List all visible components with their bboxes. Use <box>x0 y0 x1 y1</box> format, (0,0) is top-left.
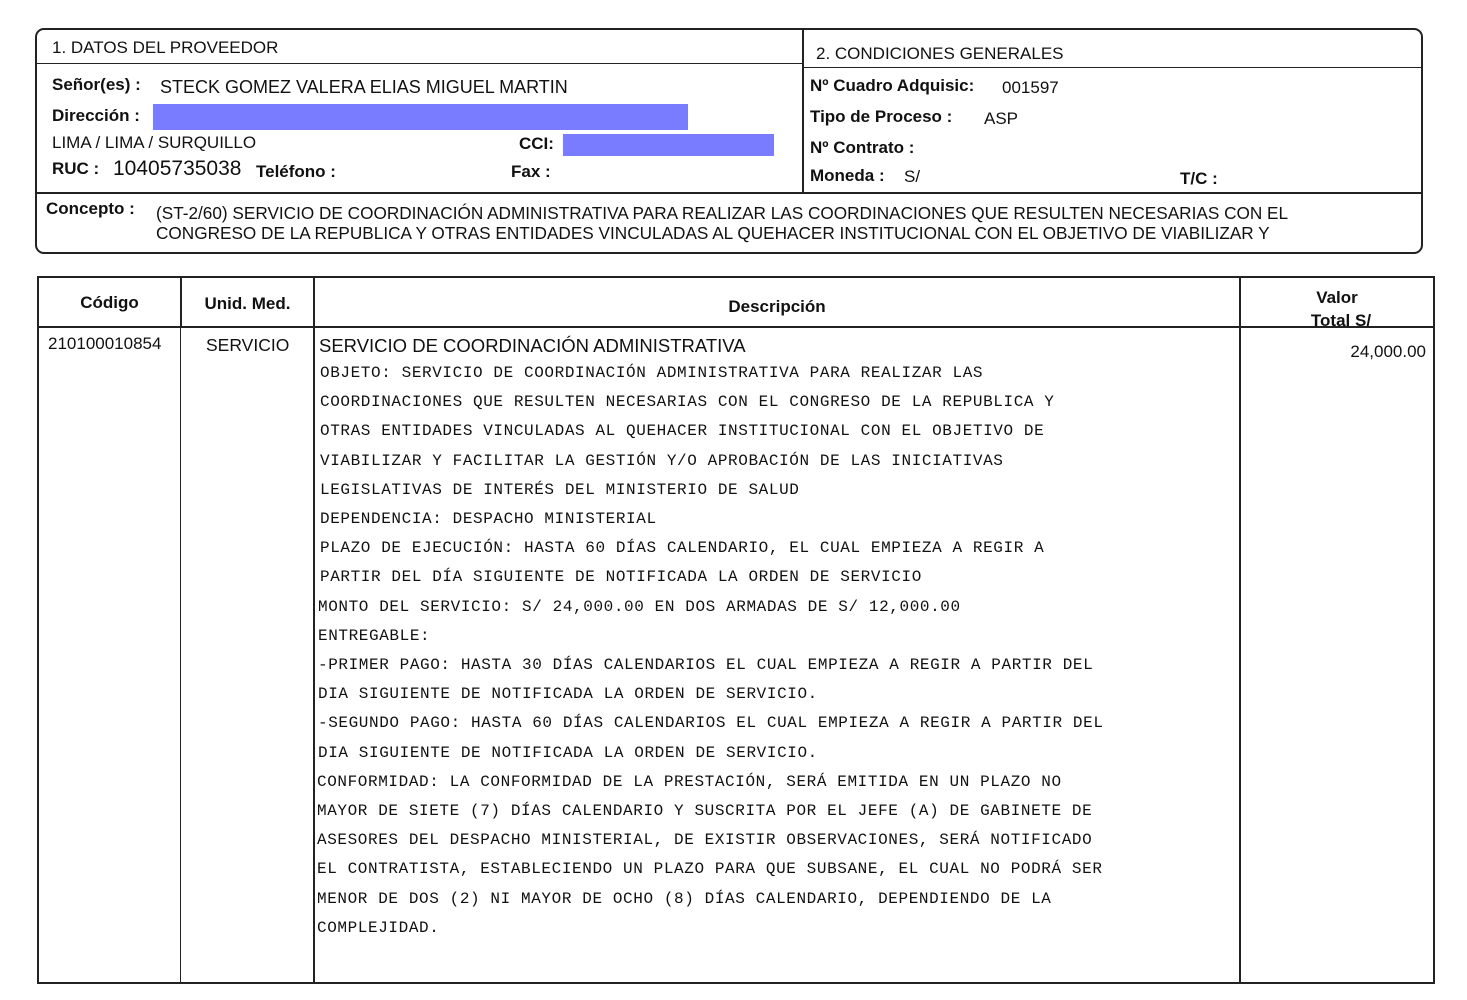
description-line: -SEGUNDO PAGO: HASTA 60 DÍAS CALENDARIOS EL CUAL EMPIEZA A REGIR A PARTIR DEL <box>318 714 1104 733</box>
description-line: DEPENDENCIA: DESPACHO MINISTERIAL <box>320 510 657 528</box>
cuadro-value: 001597 <box>1002 78 1059 97</box>
row-title: SERVICIO DE COORDINACIÓN ADMINISTRATIVA <box>319 335 746 356</box>
fax-label: Fax : <box>511 162 551 181</box>
direccion-redaction <box>153 104 688 130</box>
col-divider-codigo-body <box>180 328 181 982</box>
section1-title-rule <box>37 63 802 64</box>
description-line: -PRIMER PAGO: HASTA 30 DÍAS CALENDARIOS EL CUAL EMPIEZA A REGIR A PARTIR DEL <box>318 656 1094 674</box>
header-codigo: Código <box>80 293 139 312</box>
description-line: PARTIR DEL DÍA SIGUIENTE DE NOTIFICADA LA ORDEN DE SERVICIO <box>320 568 922 587</box>
description-line: CONFORMIDAD: LA CONFORMIDAD DE LA PRESTACIÓN, SERÁ EMITIDA EN UN PLAZO NO <box>317 772 1062 791</box>
header-descripcion: Descripción <box>728 297 826 316</box>
col-divider-unidad <box>313 278 315 982</box>
row-valor: 24,000.00 <box>1350 342 1426 361</box>
tc-label: T/C : <box>1180 169 1218 188</box>
description-line: ENTREGABLE: <box>318 626 431 645</box>
senor-label: Señor(es) : <box>52 75 141 94</box>
header-valor-line-2: Total S/ <box>1310 311 1372 330</box>
concepto-line-1: (ST-2/60) SERVICIO DE COORDINACIÓN ADMINISTRATIVA PARA REALIZAR LAS COORDINACIONES QUE RESULTEN NECESARIAS CON EL <box>156 203 1289 223</box>
cuadro-label: Nº Cuadro Adquisic: <box>810 76 975 95</box>
telefono-label: Teléfono : <box>256 162 336 181</box>
direccion-label: Dirección : <box>52 106 140 125</box>
ruc-value: 10405735038 <box>113 157 242 180</box>
description-line: COMPLEJIDAD. <box>317 918 440 937</box>
description-line: PLAZO DE EJECUCIÓN: HASTA 60 DÍAS CALENDARIO, EL CUAL EMPIEZA A REGIR A <box>320 539 1045 558</box>
cci-label: CCI: <box>519 134 554 153</box>
description-line: OTRAS ENTIDADES VINCULADAS AL QUEHACER INSTITUCIONAL CON EL OBJETIVO DE <box>320 422 1045 441</box>
concepto-line-2: CONGRESO DE LA REPUBLICA Y OTRAS ENTIDADES VINCULADAS AL QUEHACER INSTITUCIONAL CON EL OBJETIVO DE VIABILIZAR Y <box>156 223 1270 243</box>
description-line: VIABILIZAR Y FACILITAR LA GESTIÓN Y/O APROBACIÓN DE LAS INICIATIVAS <box>320 451 1004 470</box>
description-line: COORDINACIONES QUE RESULTEN NECESARIAS CON EL CONGRESO DE LA REPUBLICA Y <box>320 393 1055 412</box>
col-divider-descripcion <box>1239 278 1241 982</box>
description-line: MENOR DE DOS (2) NI MAYOR DE OCHO (8) DÍAS CALENDARIO, DEPENDIENDO DE LA <box>317 889 1052 908</box>
description-line: MONTO DEL SERVICIO: S/ 24,000.00 EN DOS ARMADAS DE S/ 12,000.00 <box>318 597 961 616</box>
description-line: ASESORES DEL DESPACHO MINISTERIAL, DE EXISTIR OBSERVACIONES, SERÁ NOTIFICADO <box>317 831 1093 850</box>
description-line: DIA SIGUIENTE DE NOTIFICADA LA ORDEN DE SERVICIO. <box>318 743 818 762</box>
contrato-label: Nº Contrato : <box>810 138 915 157</box>
ruc-label: RUC : <box>52 159 100 178</box>
description-line: DIA SIGUIENTE DE NOTIFICADA LA ORDEN DE SERVICIO. <box>318 685 818 704</box>
cci-redaction <box>563 134 774 156</box>
section2-title-rule <box>804 67 1422 68</box>
row-unidad: SERVICIO <box>206 335 290 355</box>
tipo-proceso-label: Tipo de Proceso : <box>810 107 953 126</box>
description-line: EL CONTRATISTA, ESTABLECIENDO UN PLAZO PARA QUE SUBSANE, EL CUAL NO PODRÁ SER <box>317 860 1103 879</box>
senor-value: STECK GOMEZ VALERA ELIAS MIGUEL MARTIN <box>160 77 568 97</box>
description-line: LEGISLATIVAS DE INTERÉS DEL MINISTERIO DE SALUD <box>320 480 800 499</box>
ubicacion-value: LIMA / LIMA / SURQUILLO <box>52 133 257 152</box>
section2-title: 2. CONDICIONES GENERALES <box>816 44 1064 63</box>
moneda-label: Moneda : <box>810 166 885 185</box>
description-line: MAYOR DE SIETE (7) DÍAS CALENDARIO Y SUSCRITA POR EL JEFE (A) DE GABINETE DE <box>317 802 1093 820</box>
concepto-label: Concepto : <box>46 199 135 218</box>
concepto-rule <box>37 192 1422 194</box>
description-line: OBJETO: SERVICIO DE COORDINACIÓN ADMINISTRATIVA PARA REALIZAR LAS <box>320 364 984 382</box>
section1-title: 1. DATOS DEL PROVEEDOR <box>52 38 279 57</box>
row-codigo: 210100010854 <box>48 334 162 353</box>
tipo-proceso-value: ASP <box>984 109 1019 128</box>
header-unidad: Unid. Med. <box>204 294 291 313</box>
header-valor-line-1: Valor <box>1316 288 1358 307</box>
table-header-rule <box>39 326 1433 328</box>
moneda-value: S/ <box>904 167 921 186</box>
header-divider-vertical <box>802 30 804 192</box>
